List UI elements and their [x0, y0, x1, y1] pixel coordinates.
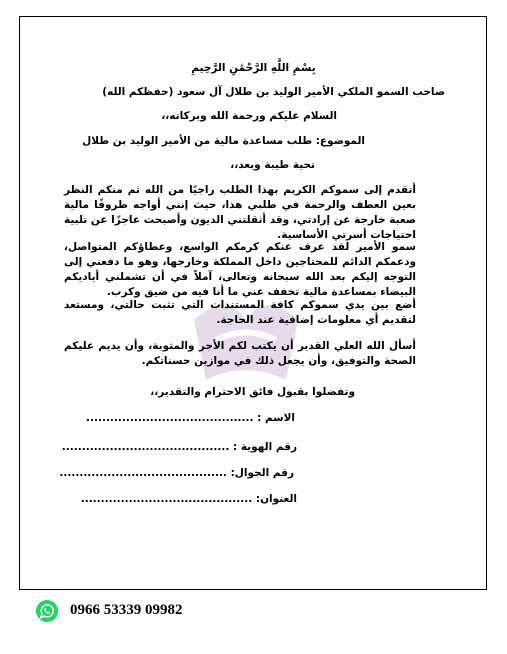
address-field: العنوان: ...........................................	[80, 493, 297, 505]
mobile-field: رقم الجوال: ..........................................	[59, 467, 294, 479]
whatsapp-icon	[36, 600, 58, 622]
contact-footer	[36, 600, 216, 622]
salutation: تحية طيبة وبعد،،	[230, 159, 315, 171]
subject: الموضوع: طلب مساعدة مالية من الأمير الوليد بن طلال	[82, 135, 365, 147]
id-number-field: رقم الهوية : ..........................................	[61, 441, 297, 453]
paragraph-appeal: سمو الأمير لقد عرف عنكم كرمكم الواسع، وعطاؤكم المتواصل، ودعمكم الدائم للمحتاجين داخل المملكة وخارجها، وهو ما دفعني إلى التوجه إليكم بعد الله سبحانه وتعالى، آملاً في أن تشملني أياديكم البيضاء بمساعدة مالية تخفف عني ما أنا فيه من ضيق وكرب.	[64, 241, 416, 298]
paragraph-documents: أضع بين يدي سموكم كافة المستندات التي تثبت حالتي، ومستعد لتقديم أي معلومات إضافية عند الحاجة.	[64, 299, 416, 326]
phone-number: 0966 53339 09982	[70, 602, 183, 618]
greeting: السلام عليكم ورحمة الله وبركاته،،	[161, 110, 337, 122]
name-field: الاسم : ..........................................	[85, 412, 295, 424]
basmala: بِسْمِ اللَّهِ الرَّحْمَٰنِ الرَّحِيمِ	[191, 62, 316, 74]
paragraph-request: أتقدم إلى سموكم الكريم بهذا الطلب راجيًا من الله ثم منكم النظر بعين العطف والرحمة في طلبي هذا، حيث إنني أواجه ظروفًا مالية صعبة خارجة عن إرادتي، وقد أثقلتني الديون وأصبحت عاجزًا عن تلبية احتياجات أسرتي الأساسية.	[64, 184, 416, 241]
addressee: صاحب السمو الملكي الأمير الوليد بن طلال آل سعود (حفظكم الله)	[102, 86, 445, 98]
closing: وتفضلوا بقبول فائق الاحترام والتقدير،،	[150, 386, 355, 398]
paragraph-prayer: أسأل الله العلي القدير أن يكتب لكم الأجر والمثوبة، وأن يديم عليكم الصحة والتوفيق، وأن يجعل ذلك في موازين حسناتكم.	[64, 340, 416, 367]
